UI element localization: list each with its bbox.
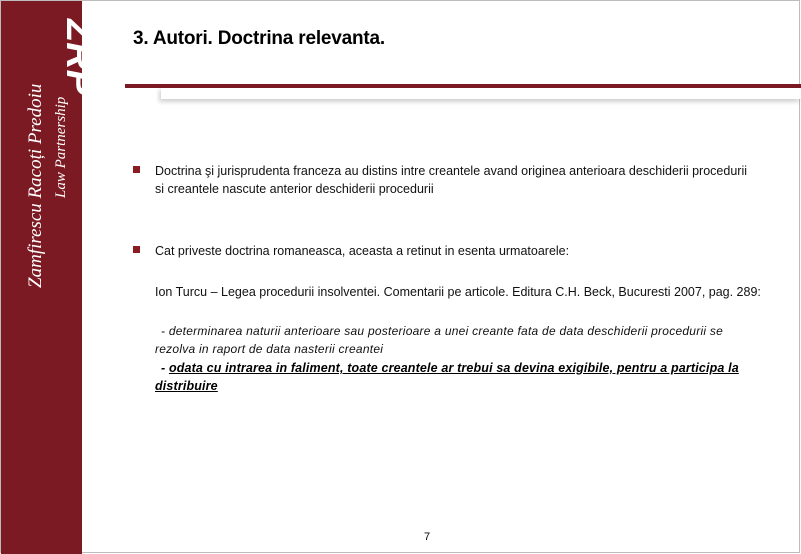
brand-monogram: ZRP [58,19,100,95]
brand-firm-subtitle: Law Partnership [53,96,69,198]
zrp-logo-icon [11,13,100,288]
slide-title: 3. Autori. Doctrina relevanta. [133,28,385,49]
title-rule [125,84,801,88]
bullet-item [133,162,753,198]
bullet-text: Cat priveste doctrina romaneasca, aceasta a retinut in esenta urmatoarele: [155,244,570,258]
bullet-square-icon [133,246,140,253]
bullet-square-icon [133,166,140,173]
brand-sidebar [1,1,100,554]
bullet-item [133,242,753,260]
title-shadow-card [161,87,801,99]
quote-1-text: - determinarea naturii anterioare sau posterioare a unei creante fata de data deschiderii procedurii se rezolva in raport de data nasterii creantei [155,324,724,356]
quote-2-text: odata cu intrarea in faliment, toate creantele ar trebui sa devina exigibile, pentru a participa la distribuire [155,361,739,393]
quote-determinarea [155,322,755,358]
brand-firm-name: Zamfirescu Racoți Predoiu [25,83,46,288]
page-number: 7 [424,531,431,543]
quote-faliment [155,359,755,395]
citation-text: Ion Turcu – Legea procedurii insolventei. Comentarii pe articole. Editura C.H. Beck, Bucuresti 2007, pag. 289: [155,285,761,299]
bullet-text: Doctrina şi jurisprudenta franceza au distins intre creantele avand originea anterioara deschiderii procedurii si creantele nascute anterior deschiderii procedurii [155,164,747,196]
quote-2-dash: - [161,361,169,375]
